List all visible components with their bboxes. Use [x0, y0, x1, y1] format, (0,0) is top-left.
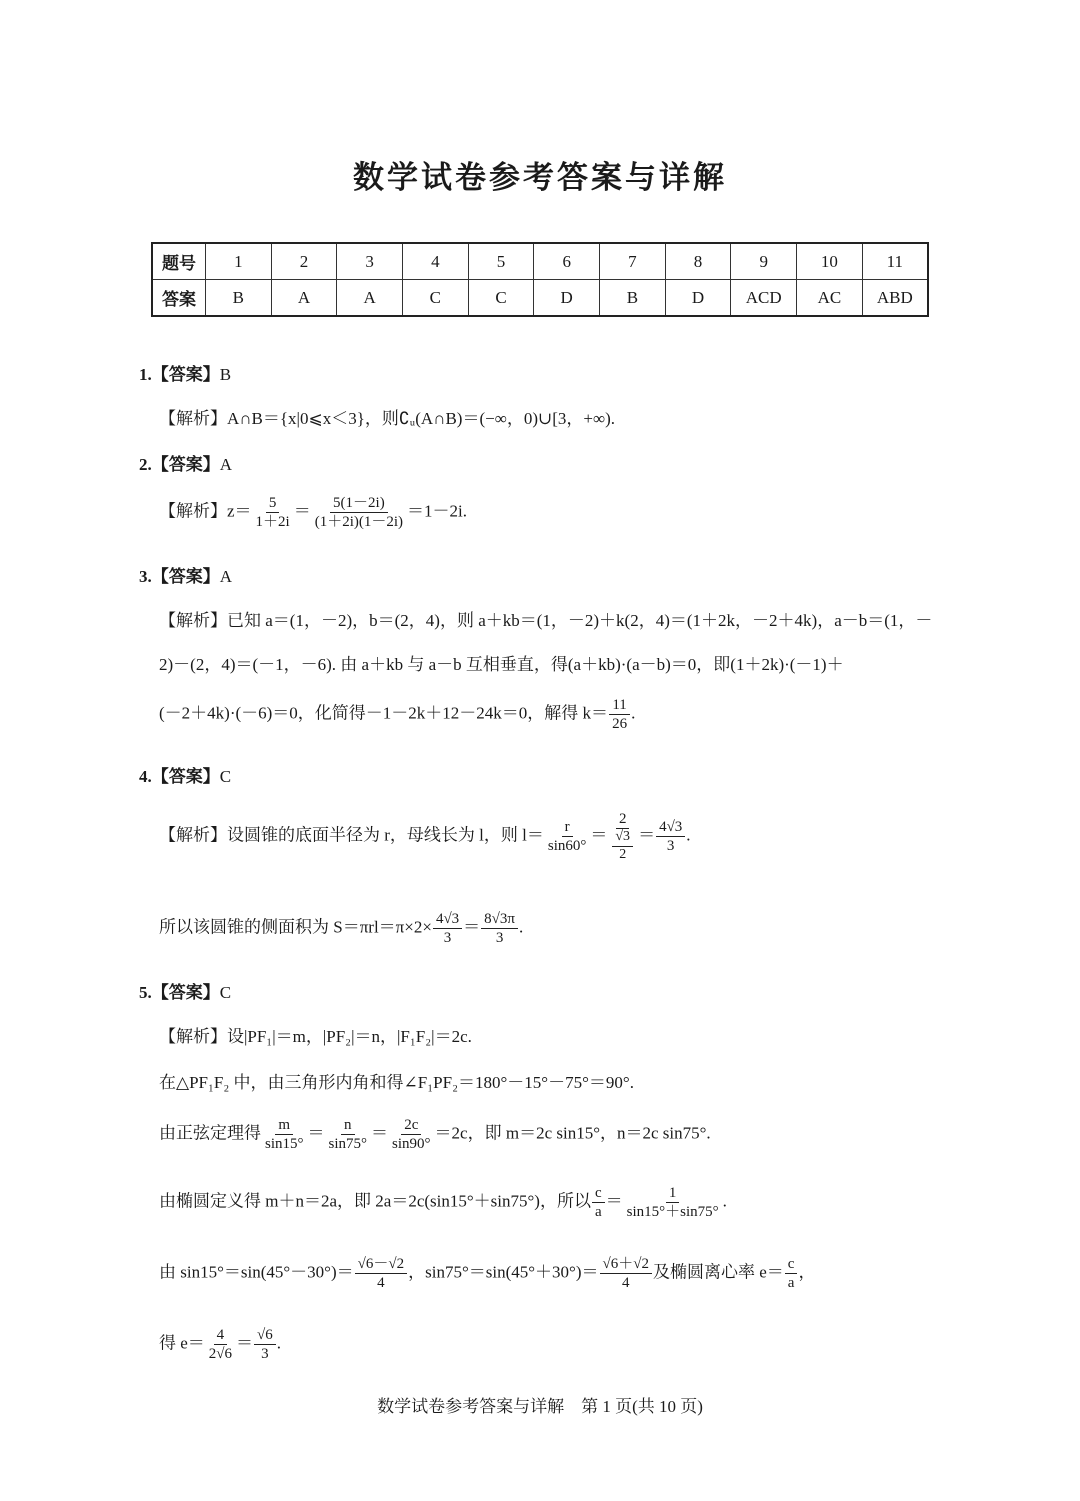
q3-explanation-line3: (－2＋4k)·(－6)＝0，化简得－1－2k＋12－24k＝0，解得 k＝ $\frac{11}{26}$ .: [159, 697, 636, 732]
q4-explanation-line1: 【解析】设圆锥的底面半径为 r，母线长为 l，则 l＝ $\frac{r}{\sin 60^\circ}$ ＝ $\frac{2}{\frac{√3}{2}}$ ＝ $\frac{4√3}{3}$ .: [159, 811, 691, 862]
q2-answer-value: A: [219, 455, 233, 474]
q5-explanation-line3: 由正弦定理得 $\frac{m}{\sin 15^\circ}$ ＝ $\frac{n}{\sin 75^\circ}$ ＝ $\frac{2c}{\sin 90^\circ}$ ＝2c，即 m＝2c sin15°，n＝2c sin75°.: [159, 1117, 711, 1152]
table-cell-answer: ABD: [862, 280, 928, 317]
table-cell-number: 10: [797, 243, 863, 280]
table-cell-answer: AC: [797, 280, 863, 317]
fraction: $\frac{√6-√2}{4}$: [355, 1255, 407, 1292]
fraction: $\frac{1}{\sin 15^\circ+\sin 75^\circ}$: [626, 1185, 719, 1220]
table-cell-number: 9: [731, 243, 797, 280]
q5-answer-value: C: [219, 983, 232, 1002]
q5-explanation-line4: 由椭圆定义得 m＋n＝2a，即 2a＝2c(sin15°＋sin75°)，所以 $\frac{c}{a}$ ＝ $\frac{1}{\sin 15^\circ+\sin 75^\circ}$ .: [159, 1185, 727, 1220]
fraction: $\frac{4√3}{3}$: [433, 910, 462, 947]
fraction: $\frac{11}{26}$: [609, 696, 630, 733]
page-footer: 数学试卷参考答案与详解 第 1 页(共 10 页): [377, 1397, 703, 1416]
table-cell-answer: C: [403, 280, 469, 317]
fraction: $\frac{c}{a}$: [592, 1184, 605, 1221]
table-cell-number: 5: [468, 243, 534, 280]
fraction: $\frac{4√3}{3}$: [656, 818, 685, 855]
table-cell-answer: B: [600, 280, 666, 317]
fraction: $\frac{n}{\sin 75^\circ}$: [328, 1117, 368, 1152]
q2-answer-heading: 2.【答案】A: [139, 455, 233, 474]
fraction: $\frac{c}{a}$: [785, 1255, 798, 1292]
q1-explanation: 【解析】A∩B＝{x|0⩽x＜3}，则∁ᵤ(A∩B)＝(−∞，0)∪[3，+∞).: [159, 409, 616, 428]
q5-explanation-line2: 在△PF₁F₂ 中，由三角形内角和得∠F₁PF₂＝180°－15°－75°＝90°.: [159, 1073, 634, 1092]
table-cell-answer: C: [468, 280, 534, 317]
fraction: $\frac{√6}{3}$: [254, 1326, 276, 1363]
table-cell-answer: A: [337, 280, 403, 317]
q5-answer-heading: 5.【答案】C: [139, 983, 232, 1002]
q5-explanation-line6: 得 e＝ $\frac{4}{2√6}$ ＝ $\frac{√6}{3}$ .: [159, 1327, 282, 1362]
q5-explanation-line1: 【解析】设|PF₁|＝m，|PF₂|＝n，|F₁F₂|＝2c.: [159, 1027, 472, 1046]
fraction: $\frac{√3}{2}$: [612, 829, 633, 864]
table-cell-number: 7: [600, 243, 666, 280]
q4-explanation-line2: 所以该圆锥的侧面积为 S＝πrl＝π×2× $\frac{4√3}{3}$ ＝ $\frac{8√3\pi}{3}$ .: [159, 911, 524, 946]
table-cell-number: 2: [271, 243, 337, 280]
q4-answer-heading: 4.【答案】C: [139, 767, 232, 786]
table-cell-number: 3: [337, 243, 403, 280]
q2-explanation: 【解析】z＝ $\frac{5}{1+2i}$ ＝ $\frac{5(1-2i)}{(1+2i)(1-2i)}$ ＝1－2i.: [159, 495, 468, 530]
table-row-answers: [152, 280, 928, 317]
q5-explanation-line5: 由 sin15°＝sin(45°－30°)＝ $\frac{√6-√2}{4}$ ，sin75°＝sin(45°＋30°)＝ $\frac{√6+√2}{4}$ 及椭圆离心率 e＝ $\frac{c}{a}$ ，: [159, 1256, 816, 1291]
q1-answer-value: B: [219, 365, 232, 384]
q3-explanation-line2: 2)－(2，4)＝(－1，－6). 由 a＋kb 与 a－b 互相垂直，得(a＋kb)·(a－b)＝0，即(1＋2k)·(－1)＋: [159, 655, 844, 674]
table-cell-answer: A: [271, 280, 337, 317]
table-cell-answer: D: [534, 280, 600, 317]
q3-answer-heading: 3.【答案】A: [139, 567, 233, 586]
table-cell-number: 1: [206, 243, 272, 280]
table-cell-number: 11: [862, 243, 928, 280]
fraction: $\frac{2}{\frac{√3}{2}}$: [608, 810, 637, 864]
table-cell-number: 6: [534, 243, 600, 280]
fraction: $\frac{5(1-2i)}{(1+2i)(1-2i)}$: [314, 495, 404, 530]
table-cell-number: 4: [403, 243, 469, 280]
fraction: $\frac{m}{\sin 15^\circ}$: [265, 1117, 304, 1152]
table-header-answer: 答案: [152, 280, 206, 317]
q3-answer-value: A: [219, 567, 233, 586]
table-header-number: 题号: [152, 243, 206, 280]
fraction: $\frac{√6+√2}{4}$: [600, 1255, 652, 1292]
fraction: $\frac{2c}{\sin 90^\circ}$: [392, 1117, 431, 1152]
answer-table: [151, 242, 929, 317]
fraction: $\frac{8√3\pi}{3}$: [481, 910, 518, 947]
fraction: $\frac{4}{2√6}$: [208, 1327, 233, 1362]
table-cell-answer: D: [665, 280, 731, 317]
table-cell-answer: B: [206, 280, 272, 317]
fraction: $\frac{r}{\sin 60^\circ}$: [547, 819, 587, 855]
q4-answer-value: C: [219, 767, 232, 786]
q3-explanation-line1: 【解析】已知 a＝(1，－2)，b＝(2，4)，则 a＋kb＝(1，－2)＋k(2，4)＝(1＋2k，－2＋4k)，a－b＝(1，－: [159, 611, 933, 630]
page-title: 数学试卷参考答案与详解: [353, 160, 727, 196]
table-row-numbers: [152, 243, 928, 280]
table-cell-answer: ACD: [731, 280, 797, 317]
fraction: $\frac{5}{1+2i}$: [255, 495, 290, 530]
table-cell-number: 8: [665, 243, 731, 280]
q1-answer-heading: 1.【答案】B: [139, 365, 232, 384]
